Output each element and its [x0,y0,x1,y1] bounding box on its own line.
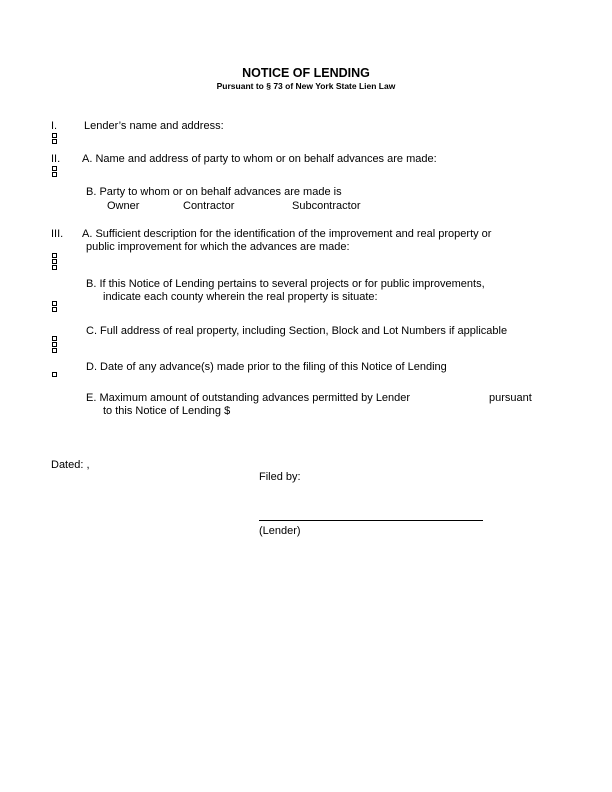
section-3-item-c: C. Full address of real property, including Section, Block and Lot Numbers if applicable [86,325,508,337]
option-owner: Owner [107,200,140,212]
field-marker [52,253,57,270]
field-marker [52,372,57,377]
section-3-item-e-line2: to this Notice of Lending $ [103,405,231,417]
section-3-item-b-line1: B. If this Notice of Lending pertains to several projects or for public improvements, [86,278,485,290]
document-title: NOTICE OF LENDING [242,66,370,80]
section-3-item-a-line1: A. Sufficient description for the identification of the improvement and real property or [82,228,492,240]
section-2-numeral: II. [51,153,61,165]
lender-label: (Lender) [259,525,301,537]
option-subcontractor: Subcontractor [292,200,361,212]
section-3-numeral: III. [51,228,64,240]
section-3-item-e-line1: E. Maximum amount of outstanding advances permitted by Lender [86,392,411,404]
section-3-item-b-line2: indicate each county wherein the real property is situate: [103,291,378,303]
section-1-numeral: I. [51,120,58,132]
field-marker [52,166,57,177]
section-2-item-a: A. Name and address of party to whom or on behalf advances are made: [82,153,437,165]
section-2-item-b: B. Party to whom or on behalf advances are made is [86,186,342,198]
section-3-item-e-pursuant: pursuant [489,392,532,404]
section-3-item-d: D. Date of any advance(s) made prior to the filing of this Notice of Lending [86,361,447,373]
field-marker [52,133,57,144]
dated-label: Dated: , [51,459,90,471]
field-marker [52,336,57,353]
field-marker [52,301,57,312]
section-1-label: Lender’s name and address: [84,120,224,132]
option-contractor: Contractor [183,200,235,212]
filed-by-label: Filed by: [259,471,301,483]
section-3-item-a-line2: public improvement for which the advances are made: [86,241,350,253]
signature-line [259,520,483,521]
document-subtitle: Pursuant to § 73 of New York State Lien Law [216,81,396,91]
